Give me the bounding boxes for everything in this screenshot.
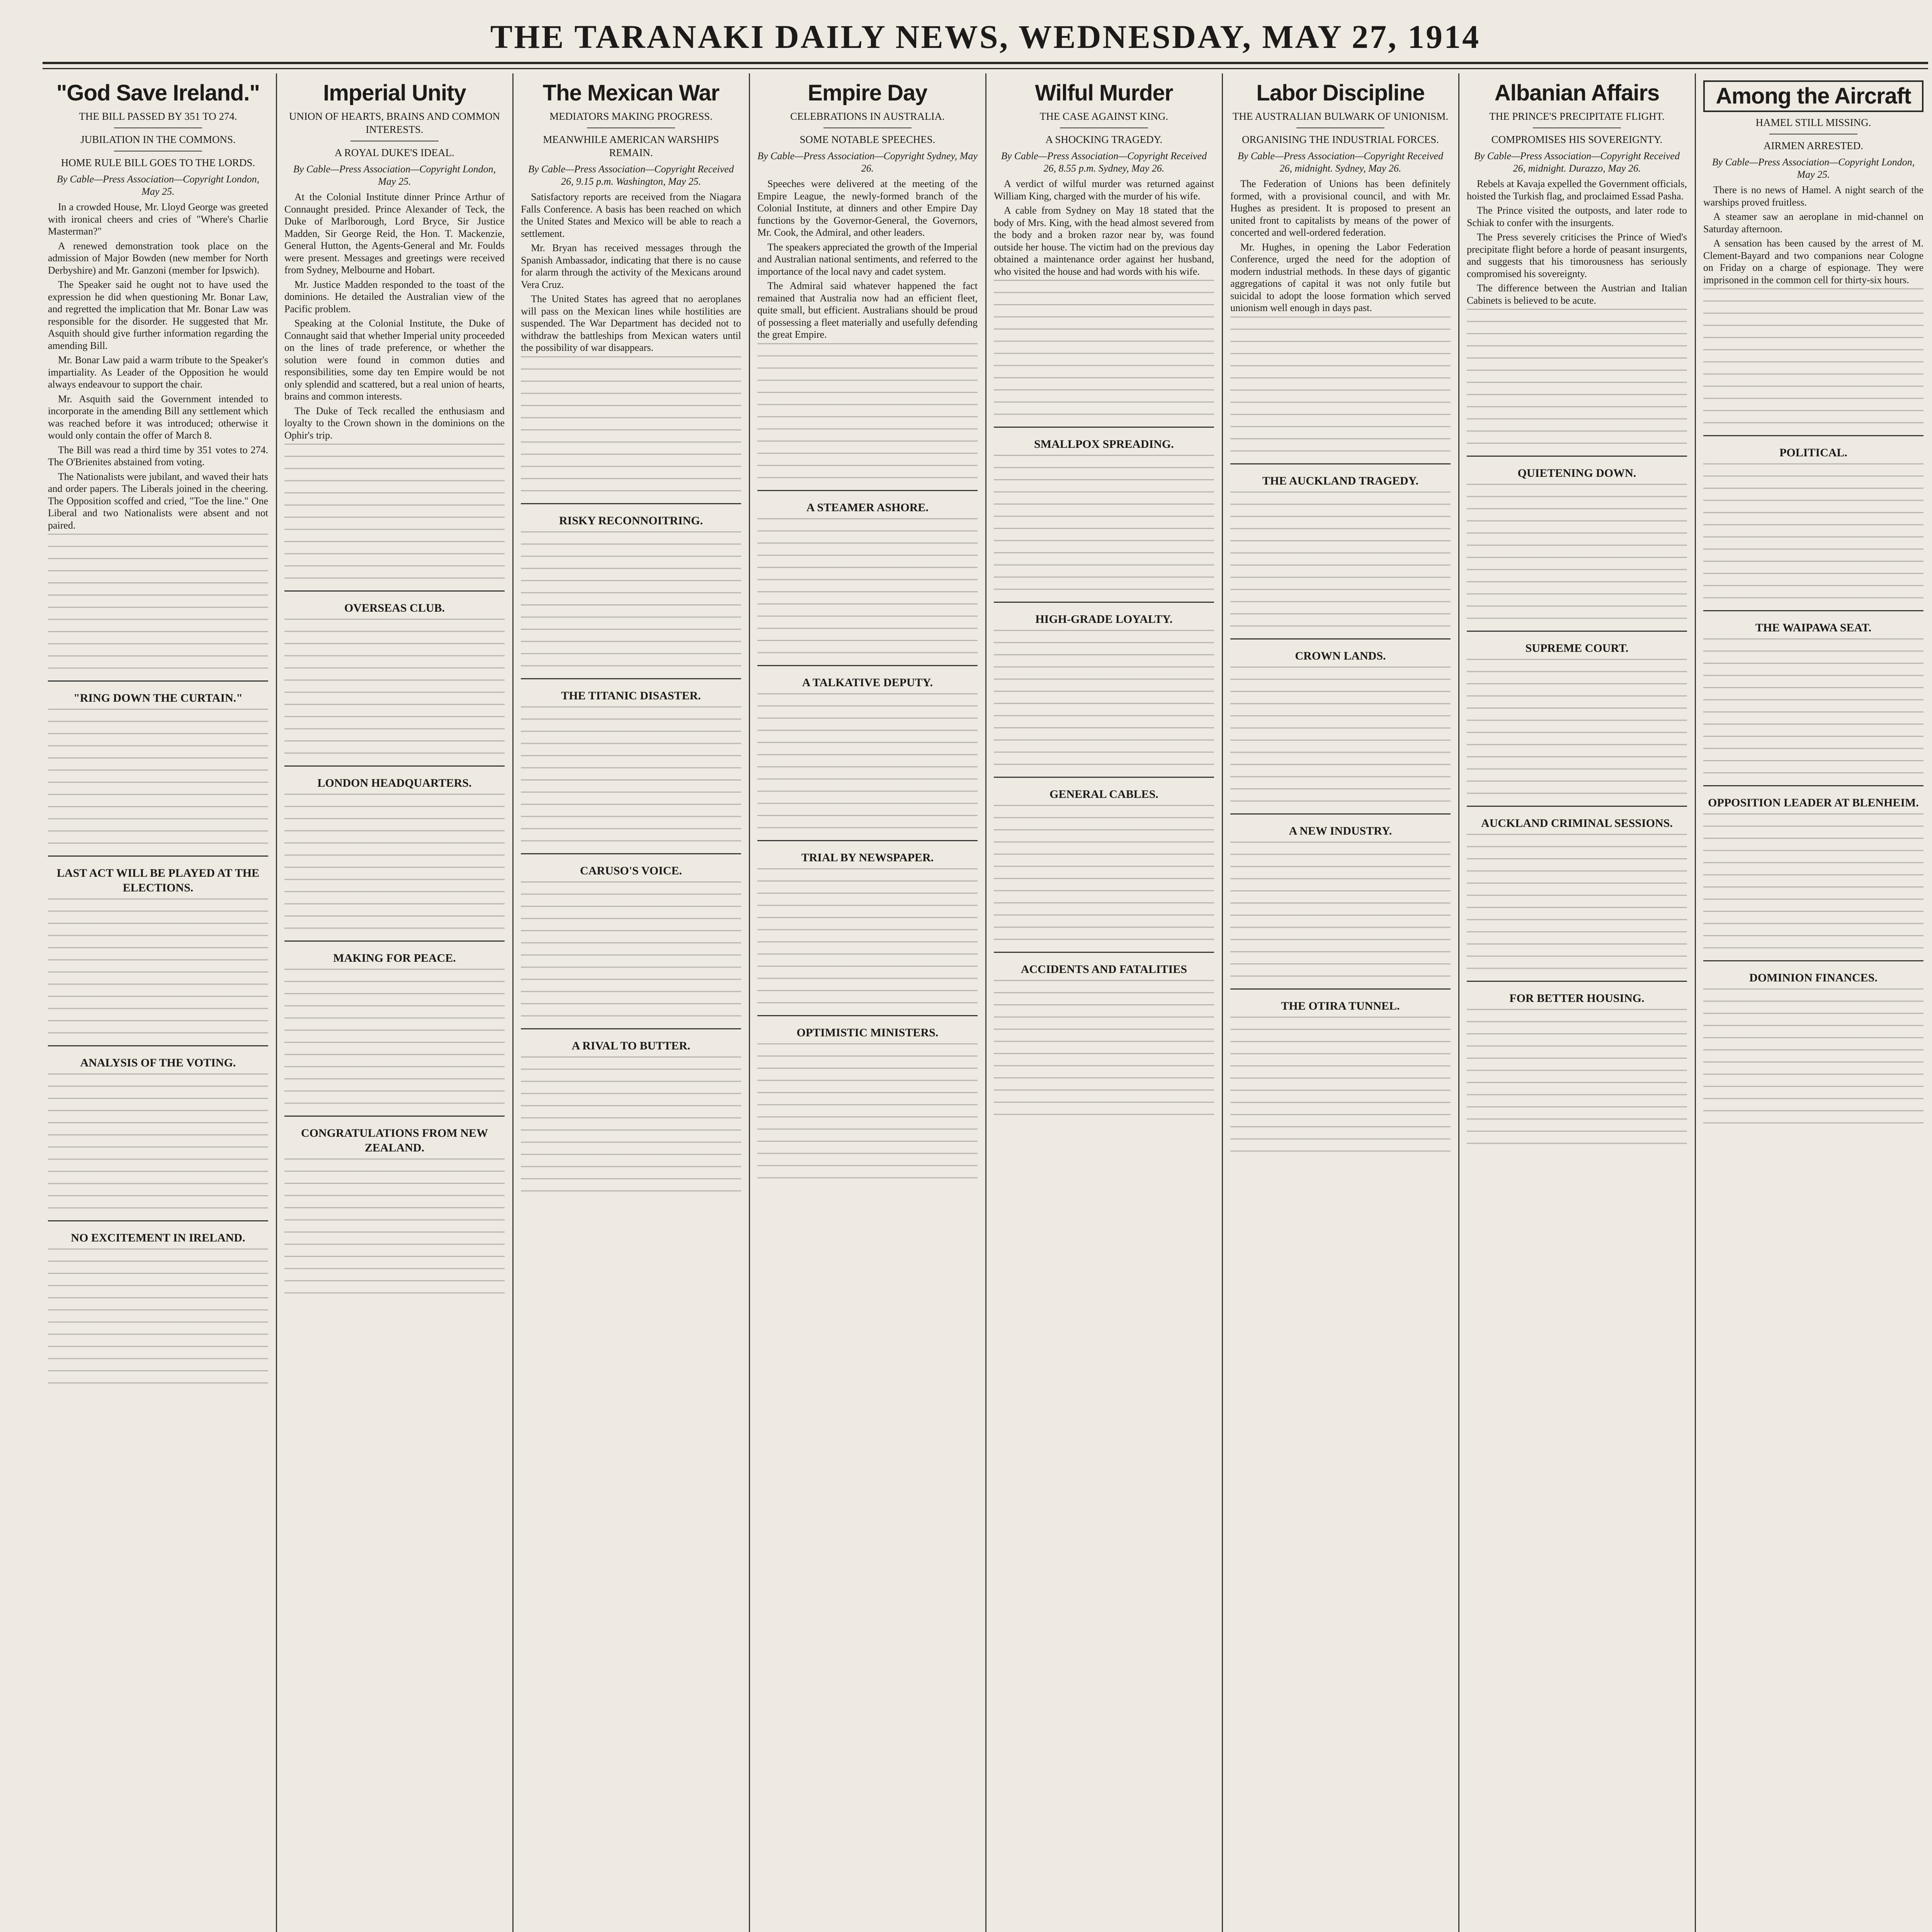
continued-text-lines [757,1043,978,1182]
continued-text-lines [521,706,741,845]
section-rule [1703,785,1923,786]
column-rule [749,73,750,1932]
column-subheading: A ROYAL DUKE'S IDEAL. [335,147,454,158]
column-subheading: SOME NOTABLE SPEECHES. [799,134,935,145]
section-heading: OPTIMISTIC MINISTERS. [796,1026,939,1039]
continued-text-lines [1230,316,1451,456]
column-subheading: A SHOCKING TRAGEDY. [1045,134,1163,145]
continued-text-lines [1467,659,1687,798]
column-8 [1698,73,1929,1932]
continued-text-lines [1230,492,1451,631]
column-subheading: AIRMEN ARRESTED. [1763,140,1864,151]
continued-text-lines [521,356,741,495]
continued-text-lines [1230,667,1451,806]
section-heading: ACCIDENTS AND FATALITIES [1020,963,1187,976]
masthead-rule-thin [43,68,1928,69]
article-paragraph: A steamer saw an aeroplane in mid-channel on Saturday afternoon. [1703,211,1923,235]
column-7 [1461,73,1692,1932]
article-paragraph: A cable from Sydney on May 18 stated that the body of Mrs. King, with the head almost severed from the body and a broken razor near by, was found outside her house. The victim had on the previous day obtained a maintenance order against her husband, who visited the house and had words with his wife. [994,205,1214,277]
section-heading: THE WAIPAWA SEAT. [1755,621,1872,634]
continued-text-lines [1703,813,1923,952]
column-subheading: THE AUSTRALIAN BULWARK OF UNIONISM. [1232,111,1449,122]
article-paragraph: The United States has agreed that no aeroplanes will pass on the Mexican lines while hostilities are suspended. The War Department has decided not to withdraw the battleships from Mexican waters until the possibility of war disappears. [521,293,741,353]
article-paragraph: Mr. Bonar Law paid a warm tribute to the Speaker's impartiality. As Leader of the Opposition he would always endeavour to support the chair. [48,354,268,390]
section-rule [1230,813,1451,815]
section-rule [1467,981,1687,982]
masthead-rule [43,62,1928,64]
column-rule [1695,73,1696,1932]
section-rule [1703,960,1923,961]
dateline: By Cable—Press Association—Copyright Received 26, midnight. Durazzo, May 26. [1474,150,1680,174]
dateline: By Cable—Press Association—Copyright Received 26, 8.55 p.m. Sydney, May 26. [1001,150,1207,174]
column-subheading: THE BILL PASSED BY 351 TO 274. [79,111,237,122]
article-paragraph: A sensation has been caused by the arrest of M. Clement-Bayard and two companions near Cologne on Friday on a charge of espionage. They were imprisoned in the common cell for thirty-six hours. [1703,238,1923,286]
section-heading: THE TITANIC DISASTER. [561,689,701,702]
section-rule [48,680,268,682]
column-rule [1222,73,1223,1932]
section-heading: SUPREME COURT. [1525,642,1629,655]
section-rule [48,855,268,857]
article-paragraph: The difference between the Austrian and Italian Cabinets is believed to be acute. [1467,282,1687,306]
section-rule [1230,463,1451,464]
section-heading: SMALLPOX SPREADING. [1034,438,1174,451]
continued-text-lines [994,980,1214,1119]
section-heading: A TALKATIVE DEPUTY. [802,676,933,689]
section-rule [994,952,1214,953]
column-headline: Albanian Affairs [1494,80,1660,105]
continued-text-lines [757,868,978,1007]
section-heading: ANALYSIS OF THE VOTING. [80,1056,236,1069]
continued-text-lines [521,1056,741,1196]
continued-text-lines [1703,463,1923,602]
column-subheading: MEDIATORS MAKING PROGRESS. [549,111,713,122]
section-heading: POLITICAL. [1779,446,1847,459]
continued-text-lines [48,709,268,848]
section-rule [757,840,978,841]
article-paragraph: Rebels at Kavaja expelled the Government officials, hoisted the Turkish flag, and proclaimed Essad Pasha. [1467,178,1687,202]
section-heading: HIGH-GRADE LOYALTY. [1035,613,1173,626]
section-heading: RISKY RECONNOITRING. [559,514,703,527]
section-rule [1703,435,1923,436]
section-rule [284,765,505,767]
continued-text-lines [1467,484,1687,623]
section-heading: FOR BETTER HOUSING. [1509,992,1645,1005]
section-rule [757,665,978,666]
column-subheading: THE PRINCE'S PRECIPITATE FLIGHT. [1489,111,1665,122]
column-rule [512,73,514,1932]
article-paragraph: The Admiral said whatever happened the fact remained that Australia now had an efficient fleet, quite small, but efficient. Australians should be proud of possessing a fleet materially and usefully defending the great Empire. [757,280,978,340]
continued-text-lines [994,805,1214,944]
section-heading: LAST ACT WILL BE PLAYED AT THE ELECTIONS. [56,867,260,894]
continued-text-lines [284,794,505,933]
column-subheading: UNION OF HEARTS, BRAINS AND COMMON INTERESTS. [289,111,500,135]
continued-text-lines [1703,288,1923,427]
dateline: By Cable—Press Association—Copyright London, May 25. [293,163,496,187]
section-rule [521,853,741,854]
continued-text-lines [757,693,978,832]
section-heading: TRIAL BY NEWSPAPER. [801,851,934,864]
continued-text-lines [48,1073,268,1213]
dateline: By Cable—Press Association—Copyright Received 26, 9.15 p.m. Washington, May 25. [528,163,734,187]
continued-text-lines [994,280,1214,419]
section-rule [521,1028,741,1029]
continued-text-lines [48,1248,268,1388]
continued-text-lines [757,343,978,482]
column-4 [752,73,983,1932]
column-2 [279,73,510,1932]
continued-text-lines [284,1158,505,1298]
column-rule [276,73,277,1932]
continued-text-lines [521,881,741,1020]
section-heading: OVERSEAS CLUB. [344,602,445,614]
article-paragraph: In a crowded House, Mr. Lloyd George was greeted with ironical cheers and cries of "Where's Charlie Masterman?" [48,201,268,237]
article-paragraph: There is no news of Hamel. A night search of the warships proved fruitless. [1703,184,1923,208]
section-rule [994,602,1214,603]
dateline: By Cable—Press Association—Copyright Sydney, May 26. [757,150,978,174]
masthead [394,15,1577,58]
section-heading: CONGRATULATIONS FROM NEW ZEALAND. [301,1127,488,1154]
column-headline: Labor Discipline [1256,80,1425,105]
article-paragraph: Speeches were delivered at the meeting of the Empire League, the newly-formed branch of the Colonial Institute, at dinners and other Empire Day functions by the Governor-General, the Governors, Mr. Cook, the Admiral, and other leaders. [757,178,978,238]
section-heading: THE AUCKLAND TRAGEDY. [1262,474,1419,487]
dateline: By Cable—Press Association—Copyright London, May 25. [1712,156,1915,180]
column-rule [1458,73,1459,1932]
section-heading: A NEW INDUSTRY. [1289,824,1392,837]
article-paragraph: The Duke of Teck recalled the enthusiasm and loyalty to the Crown shown in the dominions on the Ophir's trip. [284,405,505,441]
article-paragraph: Mr. Bryan has received messages through the Spanish Ambassador, indicating that there is no cause for alarm through the activity of the Mexicans around Vera Cruz. [521,242,741,290]
column-subheading: JUBILATION IN THE COMMONS. [80,134,236,145]
continued-text-lines [284,619,505,758]
column-headline: Imperial Unity [323,80,466,105]
column-headline: "God Save Ireland." [56,80,260,105]
column-1 [43,73,274,1932]
section-heading: AUCKLAND CRIMINAL SESSIONS. [1481,817,1673,830]
continued-text-lines [48,898,268,1037]
article-paragraph: The Bill was read a third time by 351 votes to 274. The O'Brienites abstained from voting. [48,444,268,468]
continued-text-lines [994,630,1214,769]
article-paragraph: At the Colonial Institute dinner Prince Arthur of Connaught presided. Prince Alexander of Teck, the Duke of Marlborough, Lord Bryce, Sir Justice Madden, Sir George Reid, the Hon. T. Mackenzie, General Hutton, the Agents-General and Mr. Foulds were present. Messages and greetings were received from Sydney, Melbourne and Hobart. [284,191,505,276]
continued-text-lines [284,969,505,1108]
continued-text-lines [48,534,268,673]
continued-text-lines [521,531,741,670]
section-rule [521,678,741,679]
column-headline: Empire Day [808,80,927,105]
column-3 [515,73,747,1932]
section-rule [1467,631,1687,632]
dateline: By Cable—Press Association—Copyright Received 26, midnight. Sydney, May 26. [1237,150,1444,174]
section-rule [48,1045,268,1046]
section-rule [1467,456,1687,457]
continued-text-lines [1703,988,1923,1128]
article-paragraph: Speaking at the Colonial Institute, the Duke of Connaught said that whether Imperial unity proceeded on the lines of trade preference, or whether the solution were found in common duties and responsibilities, some day ten Empire would be not only splendid and scattered, but a real union of hearts, brains and common interests. [284,318,505,402]
article-paragraph: The Federation of Unions has been definitely formed, with a provisional council, and with Mr. Hughes as president. It is proposed to present an united front to capitalists by means of the power of concerted and well-ordered federation. [1230,178,1451,238]
continued-text-lines [1467,1009,1687,1148]
continued-text-lines [757,518,978,657]
column-subheading: CELEBRATIONS IN AUSTRALIA. [790,111,945,122]
continued-text-lines [1467,309,1687,448]
column-headline: The Mexican War [543,80,719,105]
section-rule [1703,610,1923,611]
column-subheading: COMPROMISES HIS SOVEREIGNTY. [1491,134,1663,145]
article-paragraph: A renewed demonstration took place on the admission of Major Bowden (new member for North Derbyshire) and Mr. Ganzoni (member for Ipswich). [48,240,268,276]
section-rule [284,590,505,592]
section-heading: GENERAL CABLES. [1049,788,1158,801]
section-heading: A RIVAL TO BUTTER. [571,1039,690,1052]
article-paragraph: The Speaker said he ought not to have used the expression he did when questioning Mr. Bonar Law, and regretted the implication that Mr. Bonar Law was responsible for the disorder. He suggested that Mr. Asquith should give further information regarding the amending Bill. [48,279,268,351]
continued-text-lines [1230,1017,1451,1156]
column-subheading: HAMEL STILL MISSING. [1755,117,1871,128]
section-heading: NO EXCITEMENT IN IRELAND. [71,1231,245,1244]
article-paragraph: A verdict of wilful murder was returned against William King, charged with the murder of his wife. [994,178,1214,202]
article-paragraph: Mr. Asquith said the Government intended to incorporate in the amending Bill any settlement which was reached before it was introduced; otherwise it would only contain the offer of March 8. [48,393,268,441]
column-subheading: THE CASE AGAINST KING. [1039,111,1168,122]
section-rule [284,940,505,942]
section-rule [994,777,1214,778]
section-heading: "RING DOWN THE CURTAIN." [73,692,243,704]
continued-text-lines [1703,638,1923,777]
continued-text-lines [1230,842,1451,981]
section-rule [994,427,1214,428]
section-rule [1467,806,1687,807]
column-subheading: MEANWHILE AMERICAN WARSHIPS REMAIN. [543,134,719,158]
section-heading: LONDON HEADQUARTERS. [317,777,472,789]
continued-text-lines [284,444,505,583]
column-6 [1225,73,1456,1932]
article-paragraph: The speakers appreciated the growth of the Imperial and Australian national sentiments, and referred to the importance of the local navy and cadet system. [757,241,978,277]
section-heading: DOMINION FINANCES. [1749,971,1878,984]
continued-text-lines [994,455,1214,594]
column-headline: Wilful Murder [1035,80,1173,105]
article-paragraph: The Nationalists were jubilant, and waved their hats and order papers. The Liberals joined in the cheering. The Opposition scoffed and cried, "Toe the line." One Liberal and two Nationalists were absent and not paired. [48,471,268,531]
section-heading: QUIETENING DOWN. [1517,467,1636,480]
section-rule [757,490,978,491]
column-subheading: ORGANISING THE INDUSTRIAL FORCES. [1242,134,1439,145]
article-paragraph: Mr. Hughes, in opening the Labor Federation Conference, urged the need for the adoption of modern industrial methods. In these days of gigantic aggregations of capital it was not only futile but suicidal to adopt the loose formation which served unionism well enough in days past. [1230,241,1451,313]
section-rule [284,1116,505,1117]
section-rule [521,503,741,504]
article-paragraph: Mr. Justice Madden responded to the toast of the dominions. He detailed the Australian view of the Pacific problem. [284,279,505,315]
column-subheading: HOME RULE BILL GOES TO THE LORDS. [61,157,255,168]
continued-text-lines [1467,834,1687,973]
article-paragraph: The Press severely criticises the Prince of Wied's precipitate flight before a horde of peasant insurgents, and suggests that his timorousness has seriously compromised his sovereignty. [1467,231,1687,279]
article-paragraph: Satisfactory reports are received from the Niagara Falls Conference. A basis has been reached on which the United States and Mexico will be able to reach a settlement. [521,191,741,239]
article-paragraph: The Prince visited the outposts, and later rode to Schiak to confer with the insurgents. [1467,205,1687,228]
masthead-title: THE TARANAKI DAILY NEWS, WEDNESDAY, MAY 27, 1914 [490,18,1481,55]
section-rule [757,1015,978,1016]
section-heading: A STEAMER ASHORE. [806,501,929,514]
column-rule [985,73,986,1932]
dateline: By Cable—Press Association—Copyright London, May 25. [56,173,260,197]
section-rule [1230,988,1451,990]
column-headline: Among the Aircraft [1703,80,1923,112]
section-heading: MAKING FOR PEACE. [333,952,456,964]
section-heading: CROWN LANDS. [1295,649,1386,662]
section-heading: THE OTIRA TUNNEL. [1281,999,1400,1012]
section-heading: OPPOSITION LEADER AT BLENHEIM. [1708,796,1919,809]
section-rule [1230,638,1451,639]
section-heading: CARUSO'S VOICE. [580,864,682,877]
column-5 [988,73,1219,1932]
section-rule [48,1220,268,1221]
